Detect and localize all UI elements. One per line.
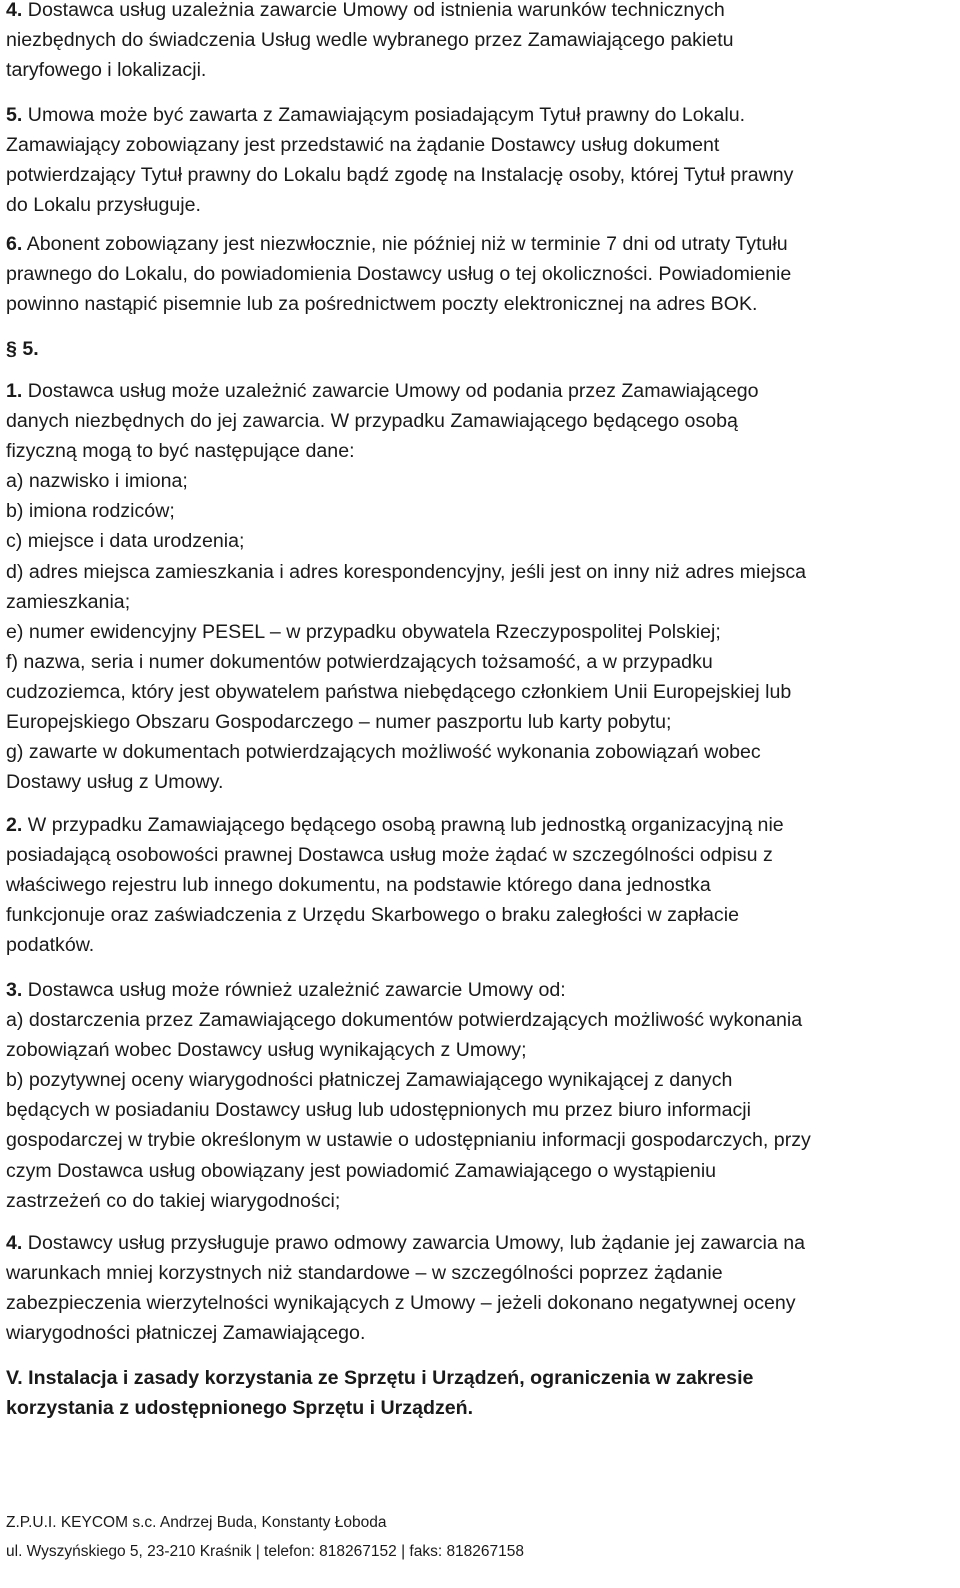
list-item: Europejskiego Obszaru Gospodarczego – numer paszportu lub karty pobytu; — [6, 711, 672, 734]
list-item: a) nazwisko i imiona; — [6, 470, 188, 493]
paragraph-4b — [6, 1228, 805, 1348]
section-symbol: § — [6, 338, 17, 360]
list-item: g) zawarte w dokumentach potwierdzających możliwość wykonania zobowiązań wobec — [6, 741, 761, 764]
paragraph-4 — [6, 0, 734, 85]
text-line: potwierdzający Tytuł prawny do Lokalu bądź zgodę na Instalację osoby, której Tytuł prawny — [6, 164, 794, 187]
text-line: funkcjonuje oraz zaświadczenia z Urzędu Skarbowego o braku zaległości w zapłacie — [6, 904, 739, 927]
text-line: taryfowego i lokalizacji. — [6, 59, 207, 82]
text-line: prawnego do Lokalu, do powiadomienia Dostawcy usług o tej okoliczności. Powiadomienie — [6, 263, 792, 286]
heading-line: V. Instalacja i zasady korzystania ze Sprzętu i Urządzeń, ograniczenia w zakresie — [6, 1367, 754, 1389]
text-line: warunkach mniej korzystnych niż standardowe – w szczególności poprzez żądanie — [6, 1262, 723, 1285]
text-line: powinno nastąpić pisemnie lub za pośrednictwem poczty elektronicznej na adres BOK. — [6, 293, 758, 316]
text-line: W przypadku Zamawiającego będącego osobą prawną lub jednostką organizacyjną nie — [27, 814, 784, 836]
text-line: Dostawca usług uzależnia zawarcie Umowy od istnienia warunków technicznych — [27, 0, 725, 21]
text-line: właściwego rejestru lub innego dokumentu, na podstawie którego dana jednostka — [6, 874, 711, 897]
list-item: gospodarczej w trybie określonym w ustawie o udostępnianiu informacji gospodarczych, przy — [6, 1129, 811, 1152]
list-item: zastrzeżeń co do takiej wiarygodności; — [6, 1189, 341, 1212]
text-line: podatków. — [6, 934, 95, 957]
paragraph-number: 4. — [6, 0, 23, 21]
list-item: czym Dostawca usług obowiązany jest powiadomić Zamawiającego o wystąpieniu — [6, 1159, 717, 1182]
list-item: cudzoziemca, który jest obywatelem państwa niebędącego członkiem Unii Europejskiej lub — [6, 680, 792, 703]
text-line: Dostawcy usług przysługuje prawo odmowy zawarcia Umowy, lub żądanie jej zawarcia na — [27, 1232, 805, 1254]
paragraph-number: 5. — [6, 104, 23, 126]
section-number: 5. — [22, 338, 39, 360]
text-line: Abonent zobowiązany jest niezwłocznie, nie później niż w terminie 7 dni od utraty Tytułu — [26, 233, 788, 255]
paragraph-2 — [6, 810, 784, 960]
paragraph-6 — [6, 229, 791, 319]
paragraph-number: 3. — [6, 979, 23, 1001]
text-line: do Lokalu przysługuje. — [6, 194, 201, 217]
list-item: będących w posiadaniu Dostawcy usług lub udostępnionych mu przez biuro informacji — [6, 1099, 751, 1122]
list-item: d) adres miejsca zamieszkania i adres korespondencyjny, jeśli jest on inny niż adres miejsca — [6, 560, 807, 583]
list-item: zamieszkania; — [6, 590, 131, 613]
text-line: fizyczną mogą to być następujące dane: — [6, 440, 355, 463]
paragraph-5 — [6, 100, 793, 220]
text-line: niezbędnych do świadczenia Usług wedle wybranego przez Zamawiającego pakietu — [6, 29, 734, 52]
heading-line: korzystania z udostępnionego Sprzętu i Urządzeń. — [6, 1397, 474, 1420]
paragraph-3 — [6, 975, 811, 1216]
chapter-heading — [6, 1363, 753, 1423]
text-line: Dostawca usług może uzależnić zawarcie Umowy od podania przez Zamawiającego — [27, 380, 759, 402]
list-item: b) pozytywnej oceny wiarygodności płatniczej Zamawiającego wynikającej z danych — [6, 1069, 733, 1092]
footer-company: Z.P.U.I. KEYCOM s.c. Andrzej Buda, Konstanty Łoboda — [6, 1514, 387, 1531]
text-line: Umowa może być zawarta z Zamawiającym posiadającym Tytuł prawny do Lokalu. — [27, 104, 746, 126]
text-line: Dostawca usług może również uzależnić zawarcie Umowy od: — [27, 979, 566, 1001]
list-item: a) dostarczenia przez Zamawiającego dokumentów potwierdzających możliwość wykonania — [6, 1009, 803, 1032]
text-line: posiadającą osobowości prawnej Dostawca usług może żądać w szczególności odpisu z — [6, 844, 773, 867]
paragraph-number: 4. — [6, 1232, 23, 1254]
list-item: c) miejsce i data urodzenia; — [6, 530, 245, 553]
text-line: danych niezbędnych do jej zawarcia. W przypadku Zamawiającego będącego osobą — [6, 410, 738, 433]
list-item: e) numer ewidencyjny PESEL – w przypadku obywatela Rzeczypospolitej Polskiej; — [6, 620, 721, 643]
list-item: Dostawy usług z Umowy. — [6, 771, 224, 794]
list-item: b) imiona rodziców; — [6, 500, 175, 523]
list-item: zobowiązań wobec Dostawcy usług wynikających z Umowy; — [6, 1039, 527, 1062]
text-line: zabezpieczenia wierzytelności wynikających z Umowy – jeżeli dokonano negatywnej oceny — [6, 1292, 796, 1315]
section-heading — [6, 334, 39, 364]
list-item: f) nazwa, seria i numer dokumentów potwierdzających tożsamość, a w przypadku — [6, 650, 713, 673]
text-line: Zamawiający zobowiązany jest przedstawić na żądanie Dostawcy usług dokument — [6, 134, 720, 157]
paragraph-number: 2. — [6, 814, 23, 836]
text-line: wiarygodności płatniczej Zamawiającego. — [6, 1322, 366, 1345]
paragraph-number: 1. — [6, 380, 23, 402]
paragraph-1 — [6, 376, 806, 797]
footer-address: ul. Wyszyńskiego 5, 23-210 Kraśnik | telefon: 818267152 | faks: 818267158 — [6, 1543, 525, 1560]
paragraph-number: 6. — [6, 233, 23, 255]
